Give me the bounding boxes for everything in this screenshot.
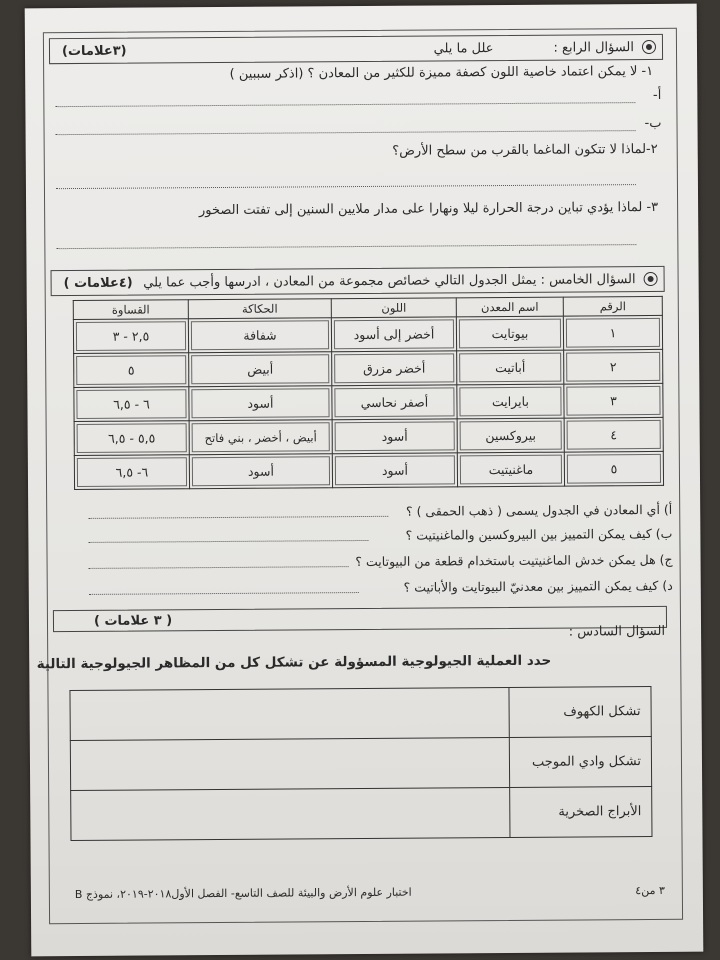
cell-number: ٢	[564, 349, 663, 384]
q5-marks: (٤علامات )	[63, 275, 133, 291]
table-row	[74, 383, 663, 421]
cell-mineral-name: بايرايت	[457, 384, 564, 419]
footer-page-number: ٣ من٤	[635, 883, 665, 898]
answer-cell[interactable]	[71, 787, 510, 840]
cell-color: أسود	[332, 419, 457, 454]
cell-mineral-name: بيروكسين	[457, 418, 564, 453]
q4-item-3: ٣- لماذا يؤدي تباين درجة الحرارة ليلا ونهارا على مدار ملايين السنين إلى تفتت الصخور	[198, 199, 659, 219]
cell-number: ٣	[564, 383, 663, 418]
phenomenon-rock-towers: الأبراج الصخرية	[510, 786, 652, 837]
cell-streak: أبيض	[189, 352, 332, 387]
cell-color: أصفر نحاسي	[332, 385, 457, 420]
phenomenon-caves: تشكل الكهوف	[509, 687, 651, 738]
footer-exam-info: اختبار علوم الأرض والبيئة للصف التاسع- الفصل الأول٢٠١٨-٢٠١٩، نموذج B	[74, 885, 412, 902]
cell-mineral-name: أباتيت	[457, 350, 564, 385]
cell-hardness: ٦- ٦,٥	[74, 455, 189, 490]
cell-streak: شفافة	[188, 318, 331, 353]
table-row	[70, 737, 651, 791]
header-number: الرقم	[563, 296, 662, 316]
table-row	[74, 417, 663, 455]
cell-number: ٥	[564, 451, 663, 486]
q4-sub-a: أ-	[652, 87, 662, 103]
answer-cell[interactable]	[70, 687, 509, 740]
header-mineral-name: اسم المعدن	[456, 297, 563, 317]
cell-streak: أبيض ، أخضر ، بني فاتح	[189, 420, 332, 455]
q6-instruction: حدد العملية الجيولوجية المسؤولة عن تشكل كل من المظاهر الجيولوجية التالية	[36, 652, 552, 673]
q5-header	[51, 266, 665, 296]
cell-mineral-name: ماغنيتيت	[457, 452, 564, 487]
q4-header	[49, 34, 663, 64]
header-streak: الحكاكة	[188, 299, 331, 319]
exam-page	[25, 4, 704, 957]
table-row	[70, 687, 651, 741]
table-row	[71, 786, 652, 840]
q4-title: السؤال الرابع :	[553, 39, 635, 56]
bullet-icon	[644, 272, 658, 286]
q5-question-c: ج) هل يمكن خدش الماغنيتيت باستخدام قطعة من البيوتايت ؟	[355, 551, 673, 570]
table-row	[73, 315, 662, 353]
cell-color: أخضر إلى أسود	[331, 317, 456, 352]
cell-hardness: ٢,٥ - ٣	[73, 319, 188, 354]
q5-question-d: د) كيف يمكن التمييز بين معدنيّ البيوتايت والأباتيت ؟	[403, 577, 673, 595]
bullet-icon	[642, 40, 656, 54]
phenomenon-mujib-valley: تشكل وادي الموجب	[509, 737, 651, 788]
q4-instruction: علل ما يلي	[433, 40, 494, 57]
q4-marks: (٣علامات)	[61, 43, 127, 59]
q4-item-1: ١- لا يمكن اعتماد خاصية اللون كصفة مميزة للكثير من المعادن ؟ (اذكر سببين )	[229, 63, 654, 82]
cell-hardness: ٥	[74, 353, 189, 388]
cell-color: أخضر مزرق	[332, 351, 457, 386]
q4-item-2: ٢-لماذا لا تتكون الماغما بالقرب من سطح الأرض؟	[392, 141, 658, 159]
cell-hardness: ٥,٥ - ٦,٥	[74, 421, 189, 456]
minerals-table	[73, 296, 664, 490]
q6-marks: ( ٣ علامات )	[93, 612, 173, 629]
q4-sub-b: ب-	[644, 115, 662, 132]
answer-cell[interactable]	[70, 737, 509, 790]
q5-question-b: ب) كيف يمكن التمييز بين البيروكسين والماغنيتيت ؟	[405, 525, 673, 543]
phenomena-table	[69, 686, 652, 841]
header-hardness: القساوة	[73, 300, 188, 320]
header-color: اللون	[331, 298, 456, 318]
cell-hardness: ٦ - ٦,٥	[74, 387, 189, 422]
cell-streak: أسود	[189, 386, 332, 421]
q6-title: السؤال السادس :	[568, 623, 666, 640]
cell-color: أسود	[332, 453, 457, 488]
table-row	[74, 451, 663, 489]
table-row	[74, 349, 663, 387]
cell-number: ٤	[564, 417, 663, 452]
cell-mineral-name: بيوتايت	[456, 316, 563, 351]
cell-number: ١	[563, 315, 662, 350]
cell-streak: أسود	[189, 454, 332, 489]
q5-title: السؤال الخامس : يمثل الجدول التالي خصائص مجموعة من المعادن ، ادرسها وأجب عما يلي	[143, 271, 636, 291]
q5-question-a: أ) أي المعادن في الجدول يسمى ( ذهب الحمقى ) ؟	[405, 501, 673, 519]
